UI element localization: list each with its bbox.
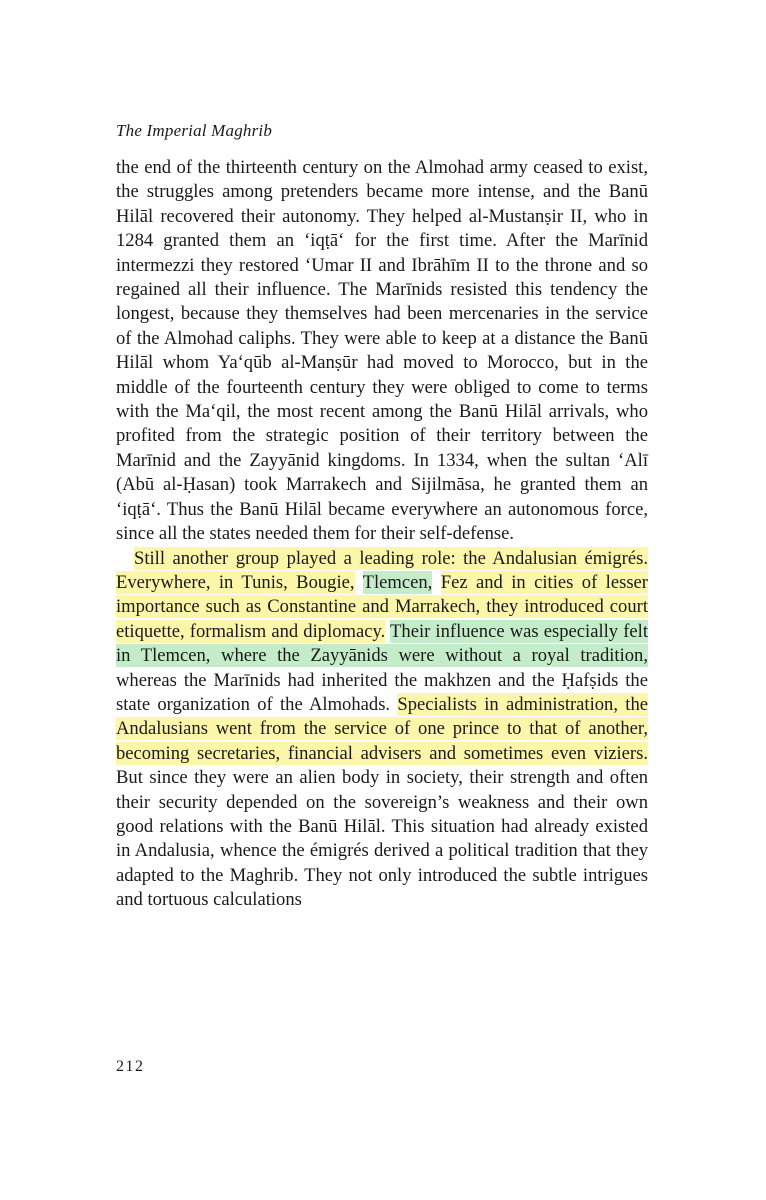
book-page	[116, 120, 648, 913]
running-head: The Imperial Maghrib	[116, 121, 273, 140]
plain-text-2: But since they were an alien body in society, their strength and often their security depended on the sovereign’s weakness and their own good relations with the Banū Hilāl. This situation had already existed in Andalusia, whence the émigrés derived a political tradition that they adapted to the Maghrib. They not only introduced the subtle intrigues and tortuous calculations	[116, 767, 648, 911]
highlight-yellow-1: Still another group played a leading role: the Andalusian émigrés. Everywhere, in Tunis, Bougie,	[116, 547, 648, 593]
highlight-green-2: Their influence was especially felt in Tlemcen, where the Zayyānids were without a royal tradition,	[116, 620, 649, 667]
paragraph-andalusian-emigres	[116, 547, 648, 913]
highlight-green-1: Tlemcen,	[362, 571, 433, 593]
highlight-yellow-2: Fez and in cities of lesser importance such as Constantine and Marrakech, they introduced court etiquette, formalism and diplomacy.	[116, 571, 649, 642]
highlight-yellow-3: Specialists in administration, the Andalusians went from the service of one prince to that of another, becoming secretaries, financial advisers and sometimes even viziers.	[116, 693, 649, 764]
plain-text-1: whereas the Marīnids had inherited the makhzen and the Ḥafṣids the state organization of the Almohads.	[116, 669, 648, 715]
page-number: 212	[116, 1058, 145, 1075]
paragraph-continued: the end of the thirteenth century on the Almohad army ceased to exist, the struggles among pretenders became more intense, and the Banū Hilāl recovered their autonomy. They helped al-Mustanṣir II, who in 1284 granted them an ‘iqṭā‘ for the first time. After the Marīnid intermezzi they restored ‘Umar II and Ibrāhīm II to the throne and so regained all their influence. The Marīnids resisted this tendency the longest, because they themselves had been mercenaries in the service of the Almohad caliphs. They were able to keep at a distance the Banū Hilāl whom Ya‘qūb al-Manṣūr had moved to Morocco, but in the middle of the fourteenth century they were obliged to come to terms with the Ma‘qil, the most recent among the Banū Hilāl arrivals, who profited from the strategic position of their territory between the Marīnid and the Zayyānid kingdoms. In 1334, when the sultan ‘Alī (Abū al-Ḥasan) took Marrakech and Sijilmāsa, he granted them an ‘iqṭā‘. Thus the Banū Hilāl became everywhere an autonomous force, since all the states needed them for their self-defense.	[116, 157, 648, 545]
